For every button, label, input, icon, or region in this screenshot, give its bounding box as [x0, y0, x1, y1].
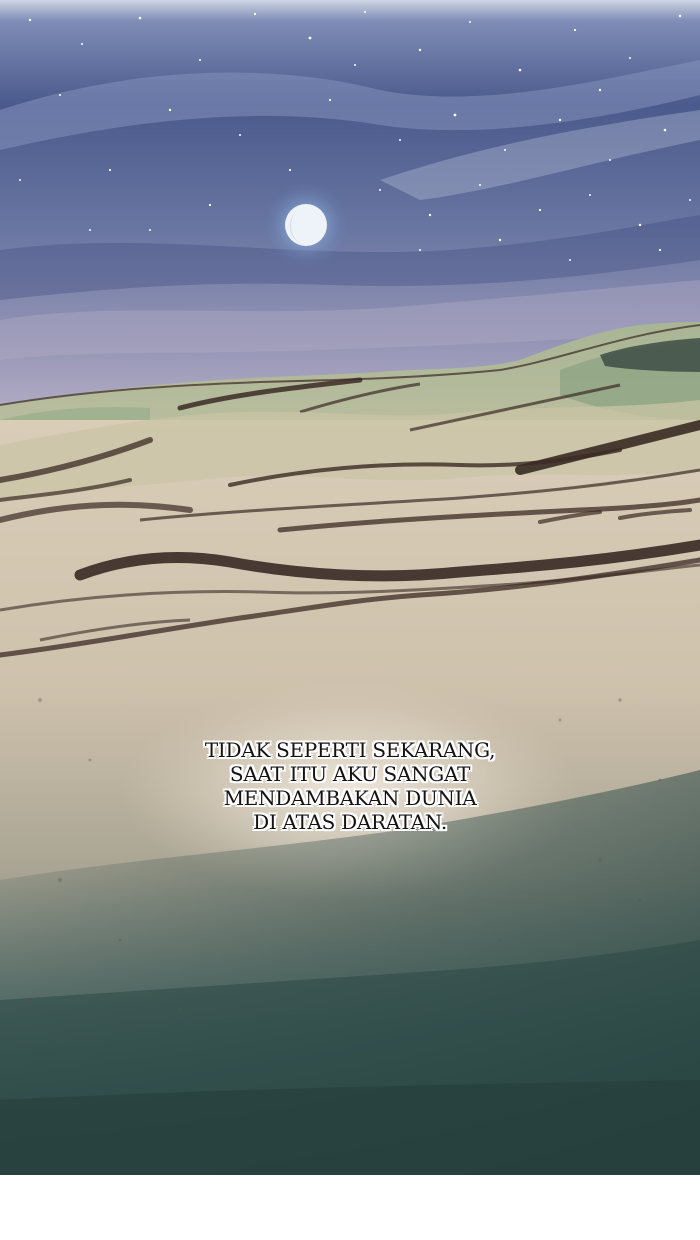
- caption-text: [150, 738, 550, 834]
- moon: [285, 204, 327, 246]
- caption-line-4: DI ATAS DARATAN.: [253, 810, 447, 834]
- caption-line-2: SAAT ITU AKU SANGAT: [229, 762, 471, 786]
- caption-line-3: MENDAMBAKAN DUNIA: [223, 786, 477, 810]
- caption-line-1: TIDAK SEPERTI SEKARANG,: [204, 738, 496, 762]
- page-bottom-margin: [0, 1175, 700, 1240]
